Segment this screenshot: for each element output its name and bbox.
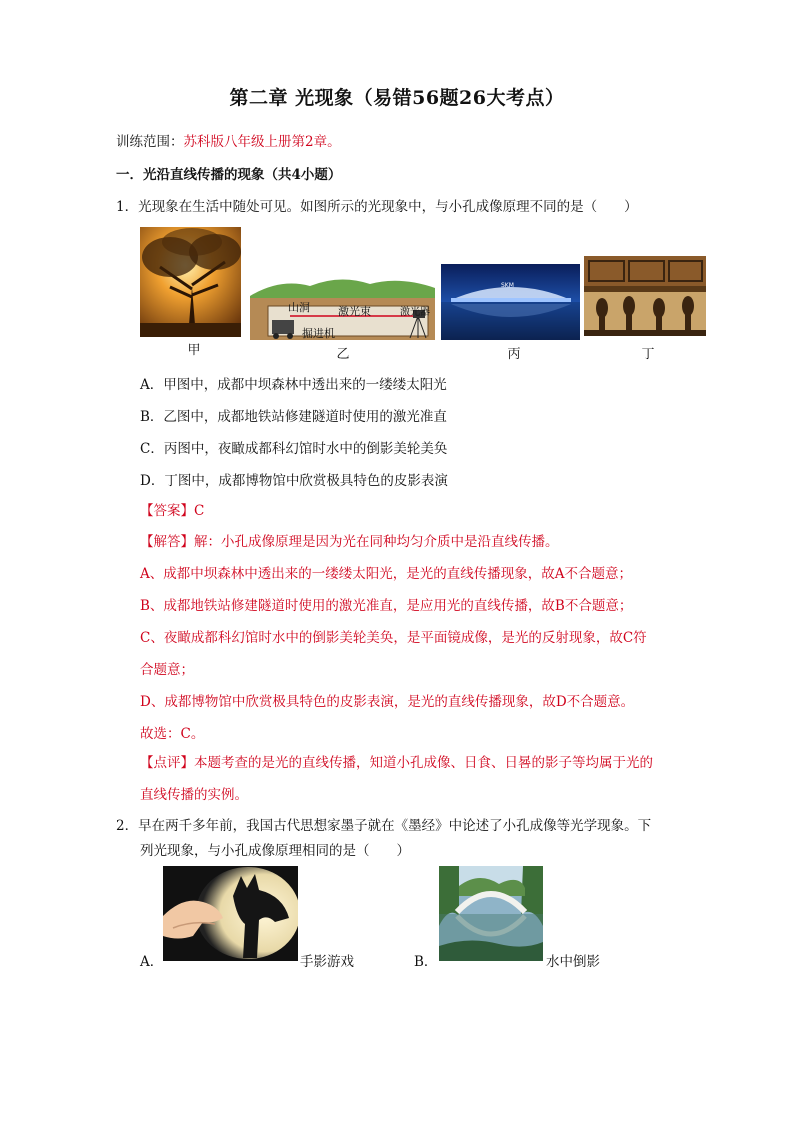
- label-tunnel-borer: 掘进机: [302, 327, 335, 340]
- q2-option-b-text: 水中倒影: [546, 954, 600, 970]
- analysis-tag: 【解答】: [140, 534, 194, 550]
- comment-tag: 【点评】: [140, 755, 194, 771]
- question-1-stem: 1．光现象在生活中随处可见。如图所示的光现象中，与小孔成像原理不同的是（ ）: [116, 199, 638, 215]
- q1-analysis-line-7: 故选：C。: [140, 726, 205, 742]
- answer-tag: 【答案】: [140, 503, 194, 519]
- question-2-stem-line-2: 列光现象，与小孔成像原理相同的是（ ）: [140, 843, 410, 859]
- figure-ding-shadow-puppet-image: [584, 256, 706, 336]
- scope-value: 苏科版八年级上册第2章。: [183, 134, 341, 150]
- label-tunnel: 山洞: [288, 301, 310, 314]
- q1-analysis-line-5: 合题意；: [140, 662, 194, 678]
- question-2-stem-line-1: 2．早在两千多年前，我国古代思想家墨子就在《墨经》中论述了小孔成像等光学现象。下: [116, 818, 652, 834]
- figure-jia-forest-image: [140, 227, 241, 337]
- figure-bing-museum-night-image: [441, 264, 580, 340]
- q1-analysis-line-3: B、成都地铁站修建隧道时使用的激光准直，是应用光的直线传播，故B不合题意；: [140, 598, 633, 614]
- caption-jia: 甲: [187, 343, 201, 358]
- q2-option-b-letter: B．: [414, 954, 438, 970]
- q1-analysis-line-1: [140, 530, 559, 550]
- section-heading: 一．光沿直线传播的现象（共4小题）: [116, 167, 342, 183]
- q1-analysis-line-2: A、成都中坝森林中透出来的一缕缕太阳光，是光的直线传播现象，故A不合题意；: [140, 566, 632, 582]
- training-scope: [116, 130, 341, 150]
- q1-option-d: D．丁图中，成都博物馆中欣赏极具特色的皮影表演: [140, 473, 448, 489]
- figure-yi-tunnel-diagram: [250, 268, 435, 340]
- q2-option-a-text: 手影游戏: [300, 954, 354, 970]
- q1-comment-line-1: [140, 751, 653, 771]
- q1-option-c: C．丙图中，夜瞰成都科幻馆时水中的倒影美轮美奂: [140, 441, 448, 457]
- q1-analysis-line-4: C、夜瞰成都科幻馆时水中的倒影美轮美奂，是平面镜成像，是光的反射现象，故C符: [140, 630, 647, 646]
- caption-bing: 丙: [507, 347, 521, 362]
- figure-bridge-reflection-image: [439, 866, 543, 961]
- caption-ding: 丁: [641, 347, 655, 362]
- page-title: 第二章 光现象（易错56题26大考点）: [229, 87, 565, 109]
- scope-label: 训练范围：: [116, 134, 184, 150]
- q1-option-b: B．乙图中，成都地铁站修建隧道时使用的激光准直: [140, 409, 447, 425]
- label-laser-beam: 激光束: [338, 305, 371, 318]
- q1-analysis-line-6: D、成都博物馆中欣赏极具特色的皮影表演，是光的直线传播现象，故D不合题意。: [140, 694, 635, 710]
- caption-yi: 乙: [336, 347, 350, 362]
- q1-option-a: A．甲图中，成都中坝森林中透出来的一缕缕太阳光: [140, 377, 447, 393]
- answer-value: C: [194, 503, 205, 519]
- label-building-sign: SKM: [501, 282, 514, 289]
- label-laser-device: 激光器: [400, 307, 430, 318]
- analysis-text: 解：小孔成像原理是因为光在同种均匀介质中是沿直线传播。: [194, 534, 559, 550]
- q1-answer: [140, 499, 204, 519]
- figure-hand-shadow-image: [163, 866, 298, 961]
- q2-option-a-letter: A．: [140, 954, 164, 970]
- q1-comment-line-2: 直线传播的实例。: [140, 787, 248, 803]
- comment-text: 本题考查的是光的直线传播，知道小孔成像、日食、日晷的影子等均属于光的: [194, 755, 653, 771]
